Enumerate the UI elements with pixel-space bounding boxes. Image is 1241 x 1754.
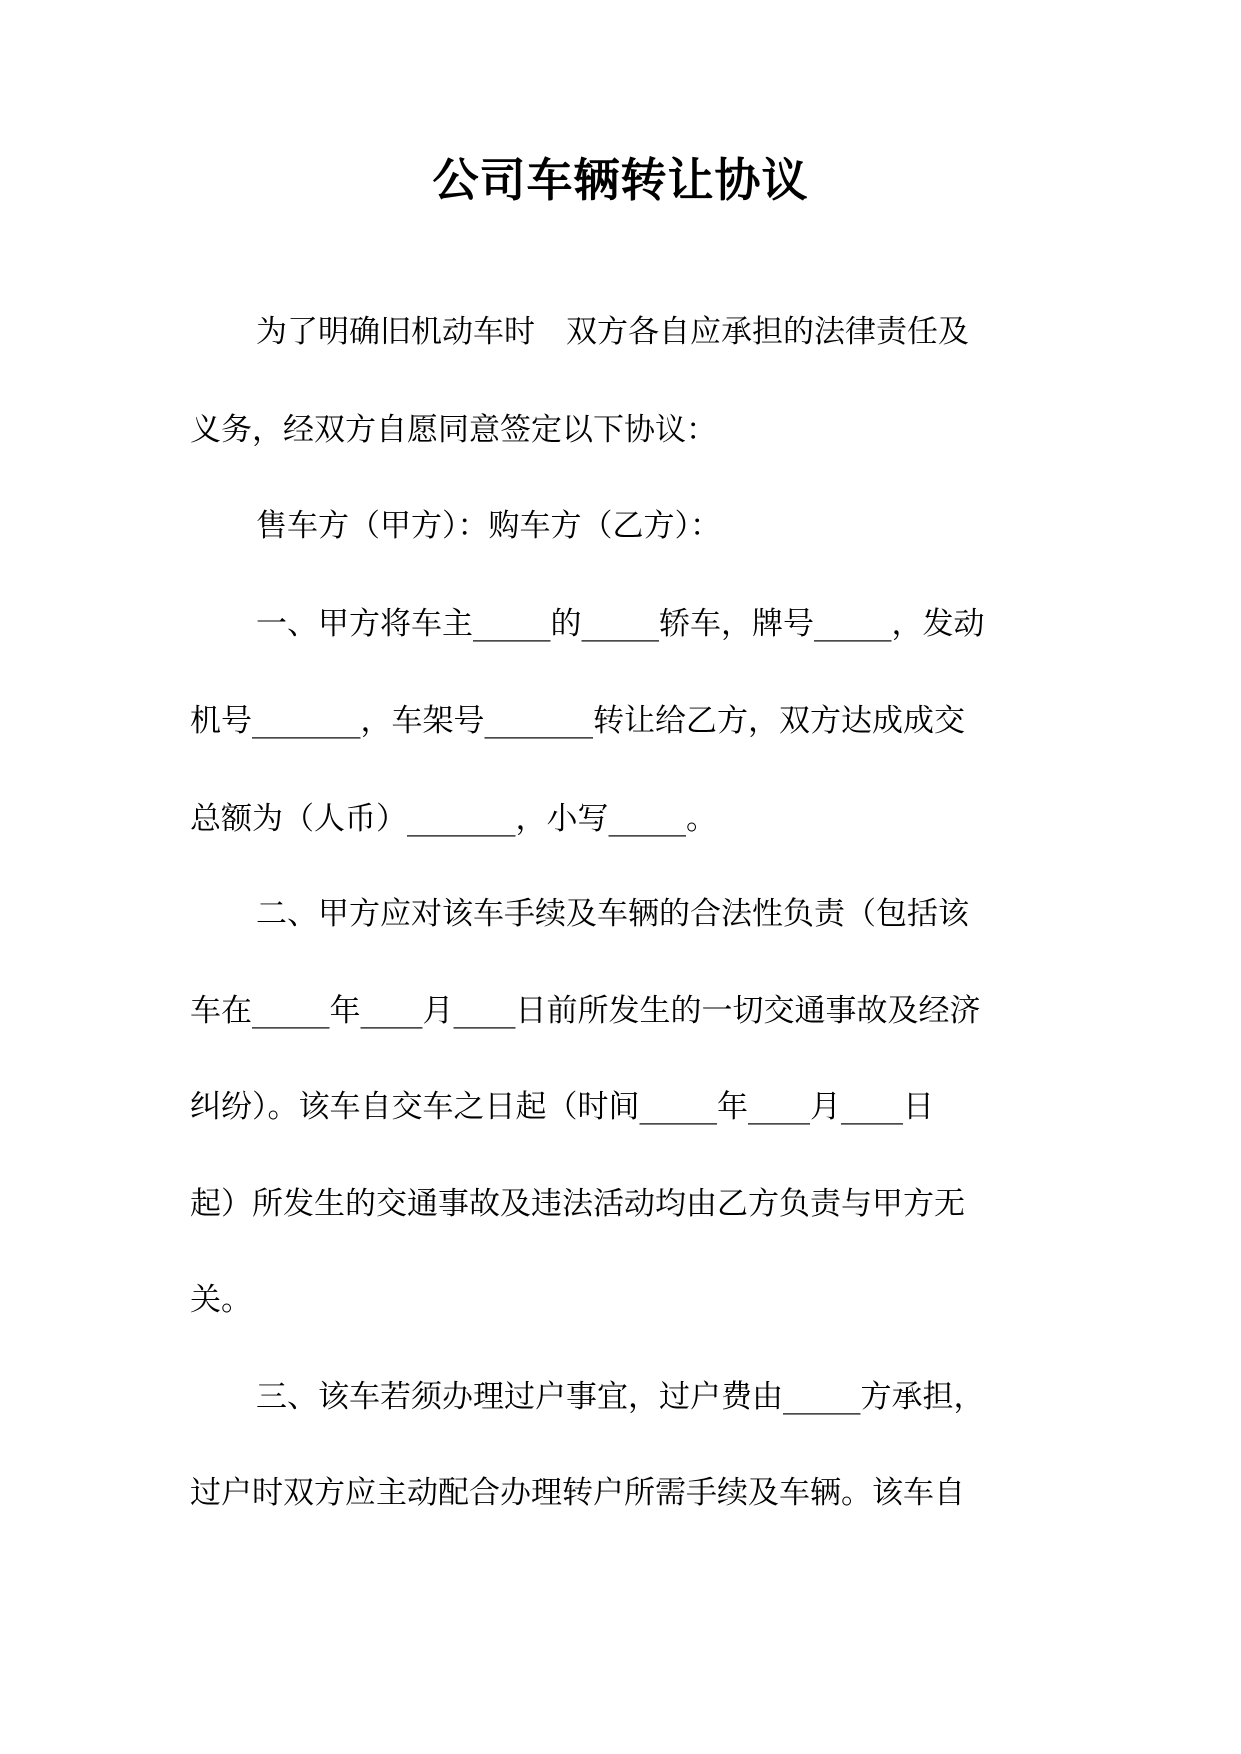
paragraph-line: 二、甲方应对该车手续及车辆的合法性负责（包括该 bbox=[256, 896, 969, 932]
document-title: 公司车辆转让协议 bbox=[432, 153, 809, 207]
paragraph-line: 过户时双方应主动配合办理转户所需手续及车辆。该车自 bbox=[190, 1475, 965, 1511]
paragraph-line: 一、甲方将车主_____的_____轿车，牌号_____，发动 bbox=[256, 606, 985, 642]
paragraph-line: 义务，经双方自愿同意签定以下协议： bbox=[190, 412, 717, 448]
paragraph-line: 机号_______，车架号_______转让给乙方，双方达成成交 bbox=[190, 703, 965, 739]
paragraph-line: 三、该车若须办理过户事宜，过户费由_____方承担， bbox=[256, 1379, 985, 1415]
paragraph-line: 售车方（甲方）：购车方（乙方）： bbox=[256, 508, 721, 544]
paragraph-line: 总额为（人币）_______，小写_____。 bbox=[190, 801, 717, 837]
paragraph-line: 关。 bbox=[190, 1282, 252, 1318]
paragraph-line: 起）所发生的交通事故及违法活动均由乙方负责与甲方无 bbox=[190, 1186, 965, 1222]
paragraph-line: 为了明确旧机动车时 双方各自应承担的法律责任及 bbox=[256, 314, 969, 350]
paragraph-line: 纠纷）。该车自交车之日起（时间_____年____月____日 bbox=[190, 1089, 934, 1125]
paragraph-line: 车在_____年____月____日前所发生的一切交通事故及经济 bbox=[190, 993, 981, 1029]
